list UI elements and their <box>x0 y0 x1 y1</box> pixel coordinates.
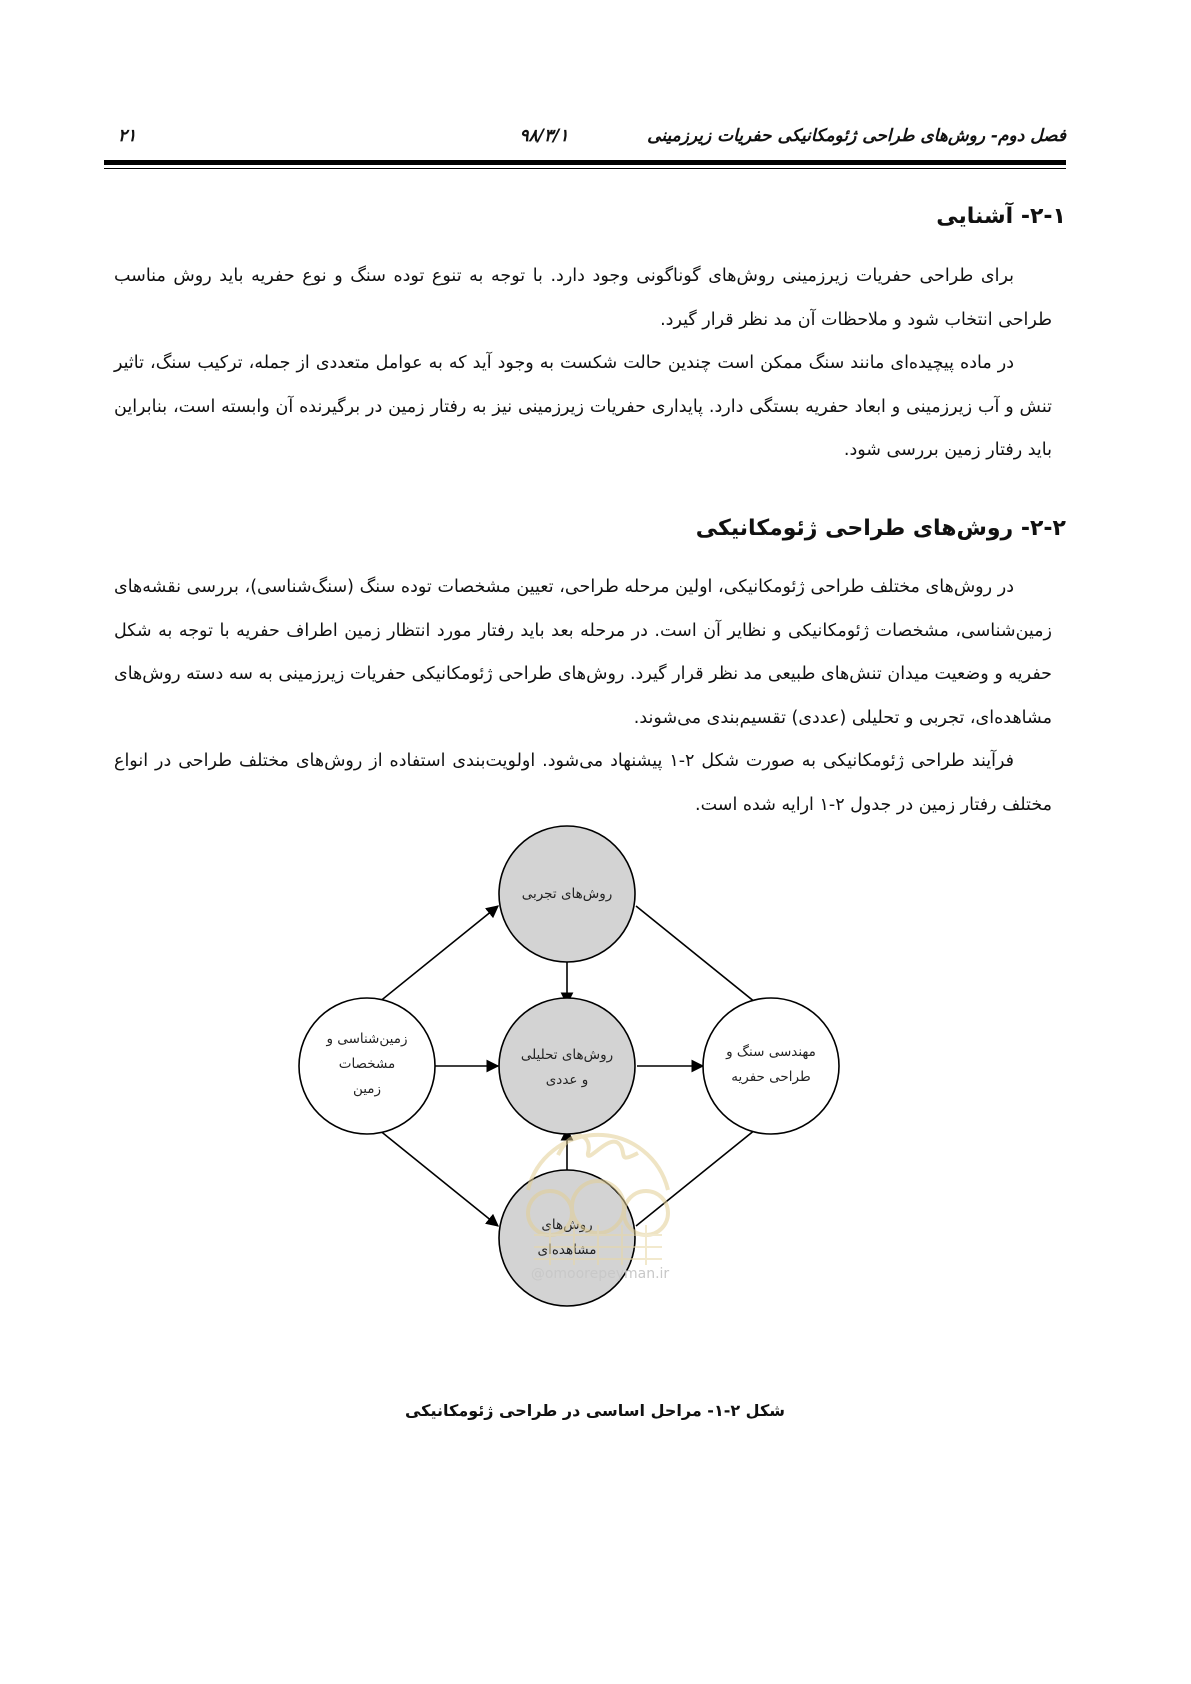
node-analytical-label-2: و عددی <box>545 1072 589 1088</box>
node-geology-label-3: زمین <box>352 1081 382 1097</box>
section-heading-design-methods: ۲-۲- روش‌های طراحی ژئومکانیکی <box>695 516 1066 541</box>
arrow-geology-to-observational <box>368 1121 498 1226</box>
node-analytical-label-1: روش‌های تحلیلی <box>520 1047 614 1063</box>
arrow-empirical-to-engineering <box>636 906 766 1011</box>
header-date: ۹۸/۳/۱ <box>519 126 569 146</box>
paragraph-methods-2: فرآیند طراحی ژئومکانیکی به صورت شکل ۲-۱ پیشنهاد می‌شود. اولویت‌بندی استفاده از روش‌های مختلف طراحی در انواع مختلف رفتار زمین در جدول ۲-۱ ارایه شده است. <box>114 751 1052 815</box>
node-engineering-label-2: طراحی حفریه <box>731 1069 811 1085</box>
node-engineering-label-1: مهندسی سنگ و <box>726 1044 816 1060</box>
node-geology-label-1: زمین‌شناسی و <box>326 1031 408 1047</box>
figure-caption: شکل ۲-۱- مراحل اساسی در طراحی ژئومکانیکی <box>404 1401 785 1420</box>
paragraph-methods-1: در روش‌های مختلف طراحی ژئومکانیکی، اولین مرحله طراحی، تعیین مشخصات توده سنگ (سنگ‌شناسی)، بررسی نقشه‌های زمین‌شناسی، مشخصات ژئومکانیکی و نظایر آن است. در مرحله بعد باید رفتار مورد انتظار زمین اطراف حفریه با توجه به شکل حفریه و وضعیت میدان تنش‌های طبیعی مد نظر قرار گیرد. روش‌های طراحی ژئومکانیکی حفریات زیرزمینی به سه دسته روش‌های مشاهده‌ای، تجربی و تحلیلی (عددی) تقسیم‌بندی می‌شوند. <box>114 577 1052 728</box>
node-observational-label-2: مشاهده‌ای <box>537 1242 597 1258</box>
arrow-geology-to-empirical <box>368 906 498 1011</box>
node-geology-label-2: مشخصات <box>338 1056 396 1072</box>
node-empirical-label-1: روش‌های تجربی <box>521 886 613 902</box>
section-heading-introduction: ۲-۱- آشنایی <box>936 204 1066 229</box>
chapter-title: فصل دوم- روش‌های طراحی ژئومکانیکی حفریات زیرزمینی <box>647 126 1066 146</box>
node-rock-engineering <box>703 998 839 1134</box>
page-number: ۲۱ <box>118 126 137 146</box>
node-observational-label-1: روش‌های <box>541 1217 593 1233</box>
paragraph-intro-2: در ماده پیچیده‌ای مانند سنگ ممکن است چندین حالت شکست به وجود آید که به عوامل متعددی از جمله، ترکیب سنگ، تاثیر تنش و آب زیرزمینی و ابعاد حفریه بستگی دارد. پایداری حفریات زیرزمینی نیز به رفتار زمین در برگیرنده آن وابسته است، بنابراین باید رفتار زمین بررسی شود. <box>114 353 1052 460</box>
watermark-url: @omoorepeyman.ir <box>530 1266 670 1282</box>
paragraph-intro-1: برای طراحی حفریات زیرزمینی روش‌های گوناگونی وجود دارد. با توجه به تنوع توده سنگ و نوع حفریه باید روش مناسب طراحی انتخاب شود و ملاحظات آن مد نظر قرار گیرد. <box>114 266 1052 330</box>
watermark-logo <box>498 1095 698 1270</box>
